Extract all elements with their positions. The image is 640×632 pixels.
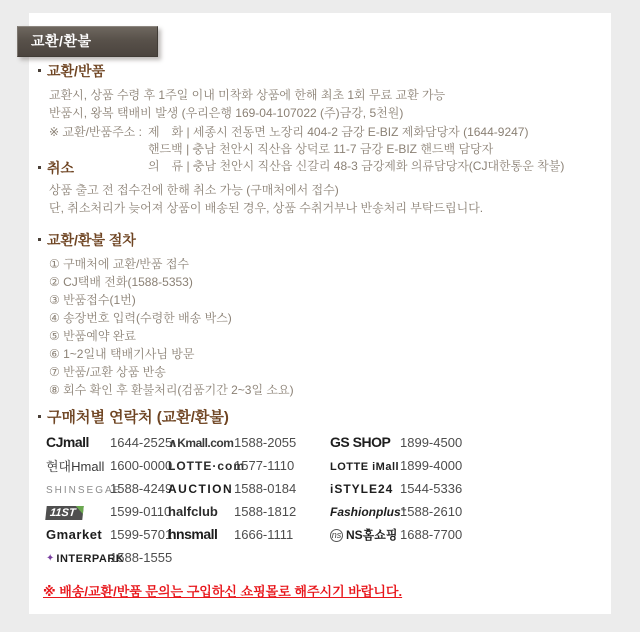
cancel-line: 상품 출고 전 접수건에 한해 취소 가능 (구매처에서 접수) [49, 183, 339, 197]
lotte-imall-phone: 1899-4000 [400, 458, 463, 473]
procedure-step-1: ① 구매처에 교환/반품 접수 [49, 257, 190, 271]
cancel-note-line: 단, 취소처리가 늦어져 상품이 배송된 경우, 상품 수취거부나 반송처리 부탁드립니다. [49, 201, 484, 215]
address-row-shoes: 제 화 | 세종시 전동면 노장리 404-2 금강 E-BIZ 제화담당자 (1644-9247) [147, 125, 529, 139]
interpark-phone: 1588-1555 [110, 550, 173, 565]
hyundai-hmall-phone: 1600-0000 [110, 458, 173, 473]
11st-phone: 1599-0110 [110, 504, 172, 519]
policy-content [38, 62, 612, 600]
procedure-step-7: ⑦ 반품/교환 상품 반송 [49, 365, 166, 379]
akmall-logo: ∧Kmall.com [168, 435, 234, 450]
cancel-heading-label: 취소 [47, 160, 75, 176]
interpark-logo: INTERPARK [56, 552, 125, 565]
return-address-label: ※ 교환/반품주소 : [49, 125, 142, 139]
section-title-badge: 교환/환불 [17, 26, 158, 57]
return-address-rows [148, 124, 564, 175]
procedure-step-8: ⑧ 회수 확인 후 환불처리(검품기간 2~3일 소요) [49, 383, 294, 397]
halfclub-logo: halfclub [168, 503, 218, 519]
auction-phone: 1588-0184 [234, 481, 297, 496]
return-line: 반품시, 왕복 택배비 발생 (우리은행 169-04-107022 (주)금강, 5천원) [49, 106, 404, 120]
gsshop-phone: 1899-4500 [400, 435, 463, 450]
gsshop-logo: GS SHOP [330, 433, 391, 450]
ns-homeshopping-logo: NS홈쇼핑 [346, 527, 398, 542]
procedure-step-5: ⑤ 반품예약 완료 [49, 329, 136, 343]
contacts-heading [38, 409, 612, 427]
bullet-icon [38, 69, 41, 72]
bullet-icon [38, 415, 41, 418]
11st-logo: 11ST [45, 506, 84, 520]
gmarket-phone: 1599-5701 [110, 527, 173, 542]
istyle24-logo: iSTYLE24 [330, 481, 394, 496]
procedure-step-2: ② CJ택배 전화(1588-5353) [49, 275, 193, 289]
exchange-return-body [49, 86, 612, 122]
procedure-step-4: ④ 송장번호 입력(수령한 배송 박스) [49, 311, 232, 325]
cjmall-logo: CJmall [46, 433, 89, 450]
contacts-grid [46, 431, 612, 569]
shinsegae-phone: 1588-4249 [110, 481, 173, 496]
interpark-sparkle-icon: ✦ [46, 552, 55, 564]
procedure-heading-label: 교환/환불 절차 [47, 232, 136, 248]
lottecom-logo: LOTTE·com [168, 458, 245, 473]
cjmall-phone: 1644-2525 [110, 435, 173, 450]
address-row-handbag: 핸드백 | 충남 천안시 직산읍 상덕로 11-7 금강 E-BIZ 핸드백 담당자 [147, 142, 494, 156]
fashionplus-phone: 1588-2610 [400, 504, 463, 519]
procedure-steps [49, 255, 612, 399]
hnsmall-phone: 1666-1111 [234, 527, 294, 542]
procedure-heading [38, 231, 612, 249]
bullet-icon [38, 166, 41, 169]
hnsmall-logo: hnsmall [168, 525, 218, 542]
ns-homeshopping-phone: 1688-7700 [400, 527, 463, 542]
procedure-step-6: ⑥ 1~2일내 택배기사님 방문 [49, 347, 195, 361]
gmarket-logo: Gmarket [46, 526, 103, 542]
lottecom-phone: 1577-1110 [234, 458, 295, 473]
shipping-inquiry-note: ※ 배송/교환/반품 문의는 구입하신 쇼핑몰로 해주시기 바랍니다. [43, 584, 403, 599]
lotte-imall-logo: LOTTE iMall [330, 460, 400, 473]
auction-logo: AUCTION [168, 481, 234, 496]
hyundai-hmall-logo: 현대Hmall [46, 458, 105, 474]
address-row-clothing: 의 류 | 충남 천안시 직산읍 신갈리 48-3 금강제화 의류담당자(CJ대한통운 착불) [147, 159, 565, 173]
exchange-return-heading-label: 교환/반품 [47, 63, 105, 79]
shinsegae-logo: SHINSEGAE [46, 484, 123, 496]
exchange-line: 교환시, 상품 수령 후 1주일 이내 미착화 상품에 한해 최초 1회 무료 교환 가능 [49, 88, 446, 102]
bullet-icon [38, 238, 41, 241]
istyle24-phone: 1544-5336 [400, 481, 463, 496]
cancel-body [49, 181, 612, 217]
exchange-return-heading [38, 62, 612, 80]
halfclub-phone: 1588-1812 [234, 504, 297, 519]
procedure-step-3: ③ 반품접수(1번) [49, 293, 136, 307]
akmall-phone: 1588-2055 [234, 435, 297, 450]
fashionplus-logo: Fashionplus⁺ [330, 504, 408, 519]
contacts-heading-label: 구매처별 연락처 (교환/환불) [47, 409, 229, 426]
ns-logo-icon: ns [331, 529, 342, 540]
return-address-block [49, 124, 612, 175]
